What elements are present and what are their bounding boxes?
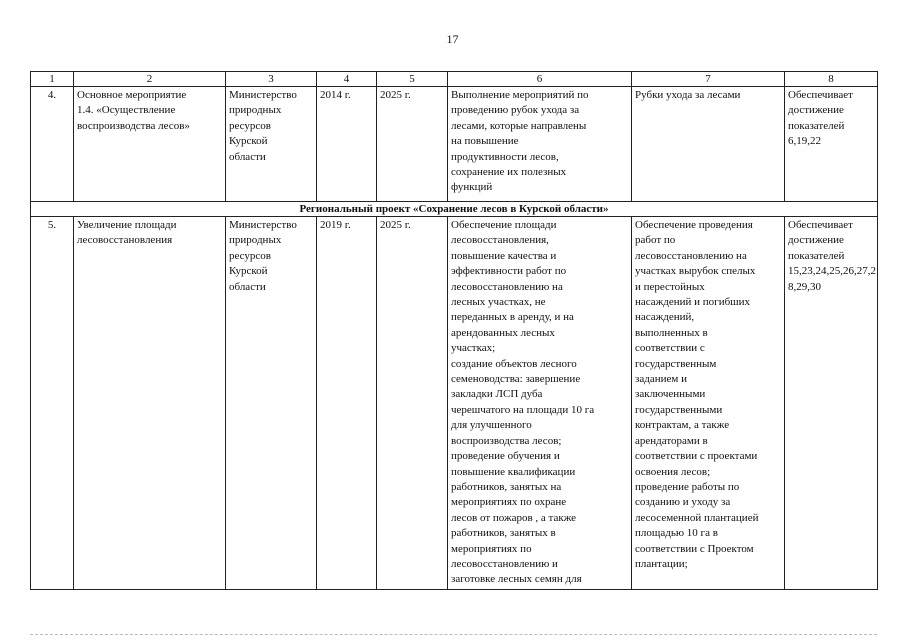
header-cell: 1 (31, 72, 74, 87)
cell-text-line: 8,29,30 (788, 280, 821, 293)
executor-cell (226, 87, 317, 202)
cell-text-line: на повышение (451, 135, 519, 148)
cell-text-line: природных (229, 234, 282, 247)
cell-text-line: Курской (229, 265, 268, 278)
cell-text-line: насаждений, (635, 311, 695, 324)
cell-text-line: и перестойных (635, 280, 705, 293)
cell-text-line: лесами, которые направлены (451, 119, 587, 132)
cell-text-line: области (229, 150, 266, 163)
header-row (31, 72, 878, 87)
cell-text-line: функций (451, 181, 493, 194)
activity-name-cell (74, 87, 226, 202)
cell-text-line: повышение квалификации (451, 465, 576, 478)
cell-text-line: заданием и (635, 373, 687, 386)
cell-text-line: эффективности работ по (451, 265, 567, 278)
cell-text-line: Увеличение площади (77, 219, 177, 231)
cell-text-line: для улучшенного (451, 419, 532, 432)
cell-text-line: Обеспечивает (788, 219, 853, 231)
cell-text-line: лесосеменной плантацией (635, 511, 759, 524)
cell-text-line: достижение (788, 234, 844, 247)
cell-text-line: Рубки ухода за лесами (635, 89, 741, 101)
cell-text-line: природных (229, 104, 282, 117)
cell-text-line: закладки ЛСП дуба (451, 388, 543, 401)
cell-text-line: выполненных в (635, 326, 708, 339)
table-row (31, 87, 878, 202)
cell-text-line: государственным (635, 357, 717, 370)
section-row (31, 202, 878, 217)
cell-text-line: воспроизводства лесов» (77, 119, 190, 132)
cell-text-line: 6,19,22 (788, 135, 821, 148)
cell-text-line: Основное мероприятие (77, 89, 187, 101)
cell-text-line: соответствии с Проектом (635, 542, 754, 555)
cell-text-line: заготовке лесных семян для (451, 573, 582, 586)
cell-text-line: лесовосстановлению на (451, 280, 563, 293)
indicators-cell (785, 217, 878, 590)
cell-text-line: работников, занятых на (451, 480, 562, 493)
cell-text-line: Министерство (229, 219, 297, 231)
cell-text-line: заключенными (635, 388, 706, 401)
cell-text-line: области (229, 280, 266, 293)
cell-text-line: Министерство (229, 89, 297, 101)
cell-text-line: мероприятиях по охране (451, 496, 567, 509)
cell-text-line: Выполнение мероприятий по (451, 89, 589, 101)
cell-text-line: Обеспечение площади (451, 219, 557, 231)
cell-text-line: созданию и уходу за (635, 496, 731, 509)
cell-text-line: создание объектов лесного (451, 357, 577, 370)
cell-text-line: сохранение их полезных (451, 166, 567, 179)
cell-text-line: показателей (788, 249, 845, 262)
cell-text-line: проведение работы по (635, 480, 740, 493)
page-number: 17 (446, 32, 459, 46)
cell-text-line: черешчатого на площади 10 га (451, 403, 595, 416)
cell-text-line: арендаторами в (635, 434, 708, 447)
start-year-cell: 2019 г. (317, 217, 377, 590)
cell-text-line: проведению рубок ухода за (451, 104, 580, 117)
cell-text-line: мероприятиях по (451, 542, 532, 555)
header-cell: 2 (74, 72, 226, 87)
cell-text-line: воспроизводства лесов; (451, 434, 562, 447)
content-cell (448, 87, 632, 202)
cell-text-line: плантации; (635, 557, 688, 570)
cell-text-line: участках; (451, 342, 496, 355)
cell-text-line: лесов от пожаров , а также (451, 511, 577, 524)
cell-text-line: переданных в аренду, и на (451, 311, 574, 324)
end-year-cell: 2025 г. (377, 87, 448, 202)
cell-text-line: площадью 10 га в (635, 527, 718, 540)
cell-text-line: проведение обучения и (451, 450, 560, 463)
cell-text-line: показателей (788, 119, 845, 132)
cell-text-line: работ по (635, 234, 676, 247)
cell-text-line: контрактам, а также (635, 419, 730, 432)
page-bottom-edge (30, 634, 877, 636)
cell-text-line: 15,23,24,25,26,27,2 (788, 265, 876, 278)
cell-text-line: достижение (788, 104, 844, 117)
program-activities-table (30, 71, 878, 590)
result-cell (632, 87, 785, 202)
cell-text-line: лесовосстановлению и (451, 557, 558, 570)
cell-text-line: Курской (229, 135, 268, 148)
header-cell: 7 (632, 72, 785, 87)
cell-text-line: Обеспечивает (788, 89, 853, 101)
cell-text-line: лесовосстановления, (451, 234, 549, 247)
executor-cell (226, 217, 317, 590)
header-cell: 6 (448, 72, 632, 87)
cell-text-line: лесовосстановлению на (635, 249, 747, 262)
cell-text-line: насаждений и погибших (635, 296, 751, 309)
cell-text-line: 1.4. «Осуществление (77, 104, 176, 117)
cell-text-line: соответствии с проектами (635, 450, 758, 463)
cell-text-line: освоения лесов; (635, 465, 711, 478)
cell-text-line: ресурсов (229, 119, 271, 132)
row-number: 4. (31, 87, 74, 202)
cell-text-line: Обеспечение проведения (635, 219, 753, 231)
cell-text-line: ресурсов (229, 249, 271, 262)
cell-text-line: соответствии с (635, 342, 705, 355)
header-cell: 3 (226, 72, 317, 87)
activity-name-cell (74, 217, 226, 590)
indicators-cell (785, 87, 878, 202)
cell-text-line: продуктивности лесов, (451, 150, 559, 163)
row-number: 5. (31, 217, 74, 590)
cell-text-line: государственными (635, 403, 723, 416)
end-year-cell: 2025 г. (377, 217, 448, 590)
header-cell: 4 (317, 72, 377, 87)
header-cell: 5 (377, 72, 448, 87)
content-cell (448, 217, 632, 590)
cell-text-line: семеноводства: завершение (451, 373, 581, 386)
header-cell: 8 (785, 72, 878, 87)
table-row (31, 217, 878, 590)
cell-text-line: повышение качества и (451, 249, 557, 262)
result-cell (632, 217, 785, 590)
cell-text-line: лесных участках, не (451, 296, 546, 309)
cell-text-line: лесовосстановления (77, 234, 173, 247)
cell-text-line: участках вырубок спелых (635, 265, 756, 278)
start-year-cell: 2014 г. (317, 87, 377, 202)
section-title: Региональный проект «Сохранение лесов в Курской области» (31, 202, 878, 217)
cell-text-line: арендованных лесных (451, 326, 555, 339)
cell-text-line: работников, занятых в (451, 527, 556, 540)
